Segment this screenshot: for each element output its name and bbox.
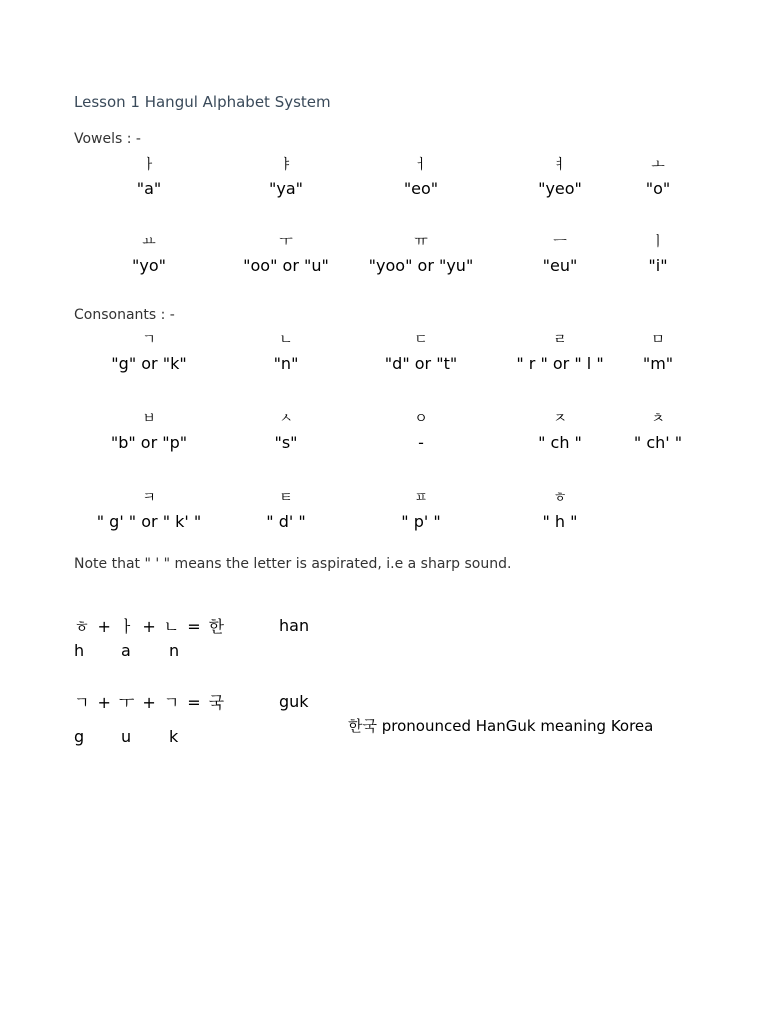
consonants-item [583,330,733,376]
example-han-word: han [279,616,310,635]
consonants-jamo: ㅎ [553,490,567,506]
consonants-romanization: " p' " [401,512,441,531]
equation-token: + [97,617,111,636]
consonants-romanization: " ch " [538,433,582,452]
vowels-item [583,232,733,278]
korea-hangul: 한국 [348,717,377,735]
romanized-letter: h [74,641,85,660]
romanized-letter: a [121,641,131,660]
consonants-romanization: "g" or "k" [111,354,187,373]
vowels-jamo: ㅛ [142,234,156,250]
romanized-letter: g [74,727,85,746]
consonants-romanization: " g' " or " k' " [96,512,202,531]
vowels-romanization: "eo" [403,179,439,198]
equation-token: ㅎ [74,617,90,636]
vowels-romanization: "yo" [132,256,166,275]
consonants-item [74,488,224,534]
vowels-romanization: "oo" or "u" [243,256,329,275]
consonants-romanization: " d' " [266,512,306,531]
romanized-letter: n [169,641,180,660]
vowels-jamo: ㅗ [651,157,665,173]
vowels-romanization: "i" [648,256,668,275]
equation-token: 국 [208,693,225,712]
equation-token: ㄱ [163,693,180,712]
vowels-romanization: "a" [136,179,162,198]
consonants-romanization: " ch' " [633,433,683,452]
consonants-item [211,488,361,534]
korea-meaning [348,716,678,737]
vowels-label: Vowels : - [74,131,141,147]
consonants-romanization: "d" or "t" [384,354,458,373]
equation-token: ㅜ [118,693,135,712]
consonants-item [211,330,361,376]
equation-token: + [142,617,156,636]
consonants-jamo: ㄷ [414,332,428,348]
vowels-jamo: ㅡ [553,234,567,250]
consonants-romanization: - [418,433,424,452]
vowels-item [346,155,496,201]
vowels-item [211,155,361,201]
vowels-jamo: ㅕ [553,157,567,173]
vowels-item [74,232,224,278]
consonants-jamo: ㄱ [142,332,156,348]
vowels-item [74,155,224,201]
vowels-romanization: "yeo" [538,179,582,198]
vowels-jamo: ㅜ [279,234,293,250]
vowels-jamo: ㅣ [651,234,665,250]
vowels-romanization: "eu" [542,256,578,275]
vowels-jamo: ㅑ [279,157,293,173]
consonants-jamo: ㅇ [414,411,428,427]
example-han-equation [74,614,224,637]
consonants-romanization: "m" [642,354,674,373]
consonants-jamo: ㅍ [414,490,428,506]
consonants-jamo: ㅁ [651,332,665,348]
consonants-romanization: "b" or "p" [110,433,188,452]
consonants-item [74,409,224,455]
consonants-item [485,488,635,534]
consonants-item [346,330,496,376]
equation-token: ㅏ [118,617,135,636]
equation-token: ㄴ [163,617,180,636]
equation-token: + [142,693,156,712]
consonants-item [346,488,496,534]
consonants-item [346,409,496,455]
equation-token: + [97,693,111,712]
consonants-jamo: ㅈ [553,411,567,427]
consonants-jamo: ㅂ [142,411,156,427]
equation-token: ㄱ [74,693,90,712]
consonants-jamo: ㅅ [279,411,293,427]
vowels-item [346,232,496,278]
page-title: Lesson 1 Hangul Alphabet System [74,93,331,111]
consonants-item [211,409,361,455]
vowels-jamo: ㅏ [142,157,156,173]
consonants-label: Consonants : - [74,307,175,323]
equation-token: 한 [208,617,225,636]
example-guk-word: guk [279,692,309,711]
vowels-jamo: ㅠ [414,234,428,250]
consonants-jamo: ㄴ [279,332,293,348]
example-guk-equation [74,690,224,713]
consonants-item [583,409,733,455]
aspiration-note: Note that " ' " means the letter is aspirated, i.e a sharp sound. [74,556,512,572]
consonants-romanization: "s" [274,433,298,452]
consonants-jamo: ㅊ [651,411,665,427]
consonants-romanization: "n" [273,354,299,373]
consonants-romanization: " r " or " l " [516,354,604,373]
consonants-jamo: ㅌ [279,490,293,506]
equation-token: = [187,617,201,636]
equation-token: = [187,693,201,712]
vowels-romanization: "ya" [269,179,303,198]
vowels-item [211,232,361,278]
vowels-romanization: "yoo" or "yu" [368,256,474,275]
consonants-item [74,330,224,376]
korea-meaning-text: pronounced HanGuk meaning Korea [376,717,654,735]
vowels-item [583,155,733,201]
consonants-jamo: ㅋ [142,490,156,506]
romanized-letter: u [121,727,132,746]
romanized-letter: k [169,727,179,746]
consonants-romanization: " h " [542,512,578,531]
vowels-romanization: "o" [645,179,671,198]
consonants-jamo: ㄹ [553,332,567,348]
vowels-jamo: ㅓ [414,157,428,173]
